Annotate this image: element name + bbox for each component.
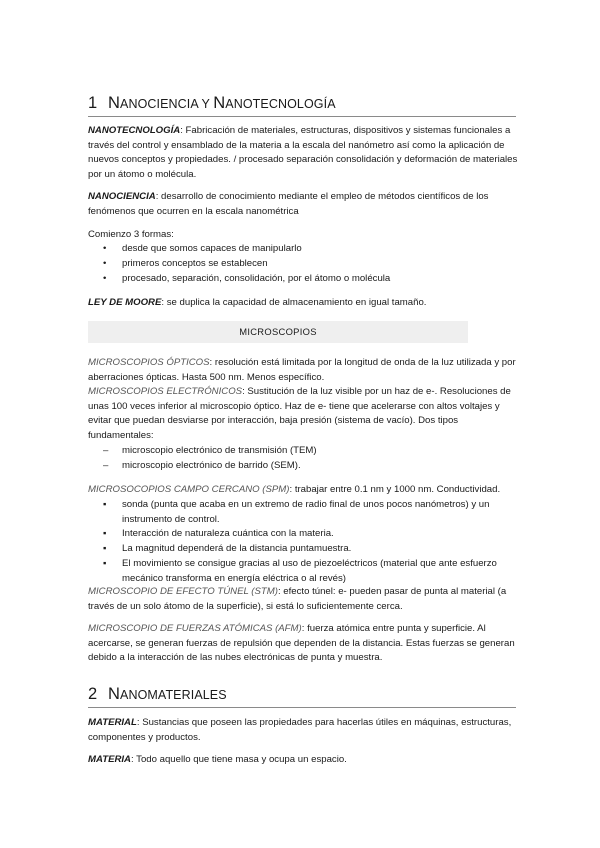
term-label: MATERIAL [88,717,137,728]
definition-text: : Fabricación de materiales, estructuras, dispositivos y sistemas funcionales a través del control y ensamblado de la materia a la escala del nanómetro así como la aplicación de nuevos conceptos y propiedades. / procesado separación consolidación y deformación de materiales por un átomo o molécula. [88,125,518,180]
definition-text: : Sustancias que poseen las propiedades para hacerlas útiles en máquinas, estructuras, componentes y productos. [88,717,512,743]
term-label: MICROSOCOPIOS CAMPO CERCANO (SPM) [88,484,290,495]
definition-text: : se duplica la capacidad de almacenamiento en igual tamaño. [161,297,427,308]
paragraph-campo-cercano [88,483,518,498]
definition-text: : fuerza atómica entre punta y superficie. Al acercarse, se generan fuerzas de repulsión que dependen de la distancia. Estas fuerzas se generan debido a la interacción de las nubes electrónicas de punta y muestra. [88,623,515,664]
definition-text: : desarrollo de conocimiento mediante el empleo de métodos científicos de los fenómenos que ocurren en la escala nanométrica [88,191,489,217]
paragraph-materia [88,753,518,768]
section-band-microscopios: MICROSCOPIOS [88,321,468,343]
comienzo-intro: Comienzo 3 formas: [88,229,174,240]
heading-section-2 [88,685,516,708]
heading-text: ANOCIENCIA Y [120,97,214,111]
square-bullet-icon: ▪ [103,499,107,510]
paragraph-nanociencia [88,190,518,219]
definition-text: : Sustitución de la luz visible por un haz de e-. Resoluciones de unas 100 veces inferior al microscopio óptico. Haz de e- tiene que acelerarse con altos voltajes y evitar que puedan desviarse por interacción, baja presión (sistema de vacío). Dos tipos fundamentales: [88,386,511,441]
heading-initial: N [108,94,121,112]
heading-initial: N [108,685,121,703]
heading-initial: N [213,94,226,112]
term-label: MICROSCOPIOS ÓPTICOS [88,357,210,368]
paragraph-afm [88,622,518,666]
term-label: MICROSCOPIO DE EFECTO TÚNEL (STM) [88,586,278,597]
term-label: MATERIA [88,754,131,765]
section-number: 2 [88,685,98,703]
definition-text: : Todo aquello que tiene masa y ocupa un espacio. [131,754,347,765]
term-label: LEY DE MOORE [88,297,162,308]
dash-icon: – [103,460,109,471]
paragraph-tunel [88,585,518,614]
paragraph-nanotecnologia [88,124,518,182]
term-label: NANOTECNOLOGÍA [88,125,181,136]
term-label: MICROSCOPIOS ELECTRÓNICOS [88,386,243,397]
square-bullet-icon: ▪ [103,528,107,539]
heading-text: ANOTECNOLOGÍA [225,97,336,111]
definition-text: : efecto túnel: e- pueden pasar de punta al material (a través de un solo átomo de la superficie), si está lo suficientemente cerca. [88,586,507,612]
paragraph-electronicos [88,385,518,443]
square-bullet-icon: ▪ [103,558,107,569]
bullet-icon: • [103,273,107,284]
bullet-icon: • [103,243,107,254]
bullet-icon: • [103,258,107,269]
paragraph-opticos [88,356,518,385]
section-number: 1 [88,94,98,112]
term-label: NANOCIENCIA [88,191,156,202]
heading-text: ANOMATERIALES [120,688,227,702]
definition-text: : trabajar entre 0.1 nm y 1000 nm. Conductividad. [289,484,501,495]
paragraph-material [88,716,518,745]
heading-section-1 [88,94,516,117]
paragraph-moore [88,296,518,311]
term-label: MICROSCOPIO DE FUERZAS ATÓMICAS (AFM) [88,623,302,634]
square-bullet-icon: ▪ [103,543,107,554]
definition-text: : resolución está limitada por la longitud de onda de la luz utilizada y por aberraciones ópticas. Hasta 500 nm. Menos específico. [88,357,516,383]
dash-icon: – [103,445,109,456]
